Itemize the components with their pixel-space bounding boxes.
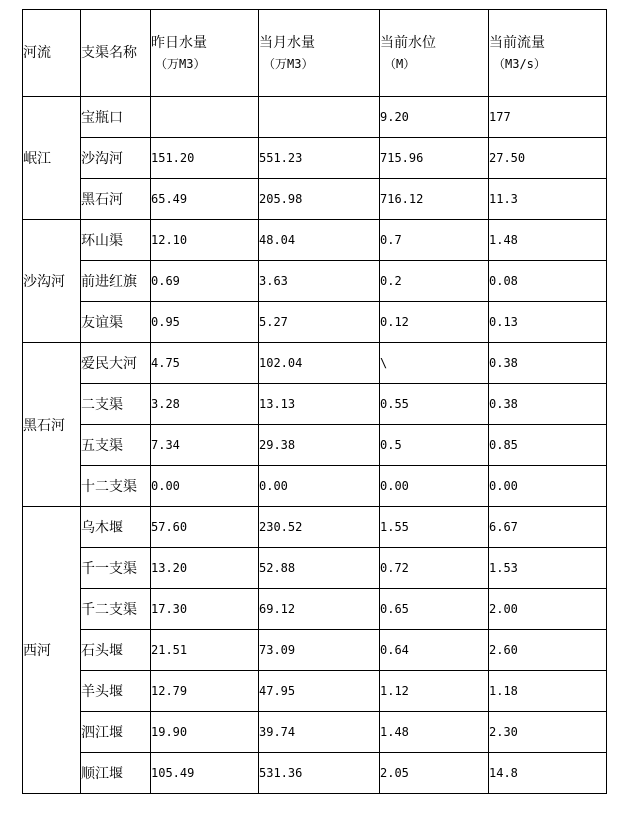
month-volume-cell: 102.04 xyxy=(259,343,380,384)
flow-cell: 27.50 xyxy=(489,138,607,179)
header-month-volume-label: 当月水量 xyxy=(259,35,315,51)
canal-name-cell: 千二支渠 xyxy=(81,589,151,630)
table-row xyxy=(23,261,607,302)
table-row xyxy=(23,507,607,548)
month-volume-cell: 551.23 xyxy=(259,138,380,179)
table-body xyxy=(23,97,607,794)
canal-name-cell: 前进红旗 xyxy=(81,261,151,302)
table-row xyxy=(23,466,607,507)
water-level-cell: 0.2 xyxy=(380,261,489,302)
yesterday-volume-cell: 12.79 xyxy=(151,671,259,712)
canal-name-cell: 二支渠 xyxy=(81,384,151,425)
table-row xyxy=(23,425,607,466)
month-volume-cell: 52.88 xyxy=(259,548,380,589)
header-water-level-unit: （M） xyxy=(384,57,416,71)
yesterday-volume-cell: 0.00 xyxy=(151,466,259,507)
table-row xyxy=(23,220,607,261)
table-row xyxy=(23,302,607,343)
table-row xyxy=(23,343,607,384)
table-row xyxy=(23,179,607,220)
table-row xyxy=(23,630,607,671)
flow-cell: 11.3 xyxy=(489,179,607,220)
table-header-row xyxy=(23,10,607,97)
flow-cell: 2.30 xyxy=(489,712,607,753)
canal-name-cell: 爱民大河 xyxy=(81,343,151,384)
yesterday-volume-cell: 17.30 xyxy=(151,589,259,630)
month-volume-cell xyxy=(259,97,380,138)
month-volume-cell: 48.04 xyxy=(259,220,380,261)
month-volume-cell: 0.00 xyxy=(259,466,380,507)
flow-cell: 2.00 xyxy=(489,589,607,630)
header-yesterday-volume xyxy=(151,10,259,97)
yesterday-volume-cell: 151.20 xyxy=(151,138,259,179)
header-water-level-label: 当前水位 xyxy=(380,35,436,51)
yesterday-volume-cell: 3.28 xyxy=(151,384,259,425)
yesterday-volume-cell: 57.60 xyxy=(151,507,259,548)
river-name-cell: 岷江 xyxy=(23,97,81,220)
yesterday-volume-cell: 21.51 xyxy=(151,630,259,671)
water-level-cell: 0.65 xyxy=(380,589,489,630)
water-volume-table xyxy=(22,9,607,794)
header-flow-unit: （M3/s） xyxy=(493,57,546,71)
month-volume-cell: 69.12 xyxy=(259,589,380,630)
yesterday-volume-cell: 12.10 xyxy=(151,220,259,261)
month-volume-cell: 230.52 xyxy=(259,507,380,548)
month-volume-cell: 205.98 xyxy=(259,179,380,220)
water-level-cell: 0.00 xyxy=(380,466,489,507)
river-name-cell: 沙沟河 xyxy=(23,220,81,343)
table-row xyxy=(23,712,607,753)
canal-name-cell: 乌木堰 xyxy=(81,507,151,548)
canal-name-cell: 石头堰 xyxy=(81,630,151,671)
flow-cell: 177 xyxy=(489,97,607,138)
canal-name-cell: 顺江堰 xyxy=(81,753,151,794)
flow-cell: 1.53 xyxy=(489,548,607,589)
month-volume-cell: 73.09 xyxy=(259,630,380,671)
water-level-cell: 715.96 xyxy=(380,138,489,179)
header-flow xyxy=(489,10,607,97)
flow-cell: 0.08 xyxy=(489,261,607,302)
canal-name-cell: 环山渠 xyxy=(81,220,151,261)
flow-cell: 0.00 xyxy=(489,466,607,507)
canal-name-cell: 泗江堰 xyxy=(81,712,151,753)
water-level-cell: 0.12 xyxy=(380,302,489,343)
water-level-cell: 0.55 xyxy=(380,384,489,425)
header-canal xyxy=(81,10,151,97)
water-level-cell: 1.55 xyxy=(380,507,489,548)
table-row xyxy=(23,138,607,179)
header-river xyxy=(23,10,81,97)
canal-name-cell: 羊头堰 xyxy=(81,671,151,712)
water-report-sheet xyxy=(22,9,606,794)
yesterday-volume-cell: 105.49 xyxy=(151,753,259,794)
yesterday-volume-cell: 65.49 xyxy=(151,179,259,220)
yesterday-volume-cell: 0.69 xyxy=(151,261,259,302)
water-level-cell: 9.20 xyxy=(380,97,489,138)
header-month-volume-unit: （万M3） xyxy=(263,57,314,71)
canal-name-cell: 宝瓶口 xyxy=(81,97,151,138)
canal-name-cell: 五支渠 xyxy=(81,425,151,466)
month-volume-cell: 5.27 xyxy=(259,302,380,343)
yesterday-volume-cell: 0.95 xyxy=(151,302,259,343)
water-level-cell: 716.12 xyxy=(380,179,489,220)
river-name-cell: 西河 xyxy=(23,507,81,794)
header-water-level xyxy=(380,10,489,97)
river-name-cell: 黑石河 xyxy=(23,343,81,507)
yesterday-volume-cell: 13.20 xyxy=(151,548,259,589)
flow-cell: 1.48 xyxy=(489,220,607,261)
water-level-cell: 1.12 xyxy=(380,671,489,712)
month-volume-cell: 531.36 xyxy=(259,753,380,794)
header-yesterday-volume-label: 昨日水量 xyxy=(151,35,207,51)
water-level-cell: \ xyxy=(380,343,489,384)
table-row xyxy=(23,753,607,794)
water-level-cell: 0.64 xyxy=(380,630,489,671)
table-row xyxy=(23,384,607,425)
month-volume-cell: 29.38 xyxy=(259,425,380,466)
month-volume-cell: 13.13 xyxy=(259,384,380,425)
flow-cell: 1.18 xyxy=(489,671,607,712)
month-volume-cell: 39.74 xyxy=(259,712,380,753)
water-level-cell: 1.48 xyxy=(380,712,489,753)
canal-name-cell: 十二支渠 xyxy=(81,466,151,507)
flow-cell: 6.67 xyxy=(489,507,607,548)
yesterday-volume-cell: 7.34 xyxy=(151,425,259,466)
month-volume-cell: 3.63 xyxy=(259,261,380,302)
canal-name-cell: 沙沟河 xyxy=(81,138,151,179)
yesterday-volume-cell: 4.75 xyxy=(151,343,259,384)
canal-name-cell: 黑石河 xyxy=(81,179,151,220)
header-month-volume xyxy=(259,10,380,97)
table-row xyxy=(23,671,607,712)
table-row xyxy=(23,548,607,589)
table-row xyxy=(23,589,607,630)
water-level-cell: 2.05 xyxy=(380,753,489,794)
flow-cell: 0.13 xyxy=(489,302,607,343)
water-level-cell: 0.7 xyxy=(380,220,489,261)
flow-cell: 14.8 xyxy=(489,753,607,794)
water-level-cell: 0.72 xyxy=(380,548,489,589)
canal-name-cell: 千一支渠 xyxy=(81,548,151,589)
header-canal-label: 支渠名称 xyxy=(81,45,137,61)
flow-cell: 0.85 xyxy=(489,425,607,466)
flow-cell: 2.60 xyxy=(489,630,607,671)
header-river-label: 河流 xyxy=(23,45,51,61)
flow-cell: 0.38 xyxy=(489,384,607,425)
yesterday-volume-cell: 19.90 xyxy=(151,712,259,753)
table-row xyxy=(23,97,607,138)
month-volume-cell: 47.95 xyxy=(259,671,380,712)
flow-cell: 0.38 xyxy=(489,343,607,384)
canal-name-cell: 友谊渠 xyxy=(81,302,151,343)
yesterday-volume-cell xyxy=(151,97,259,138)
header-flow-label: 当前流量 xyxy=(489,35,545,51)
water-level-cell: 0.5 xyxy=(380,425,489,466)
header-yesterday-volume-unit: （万M3） xyxy=(155,57,206,71)
